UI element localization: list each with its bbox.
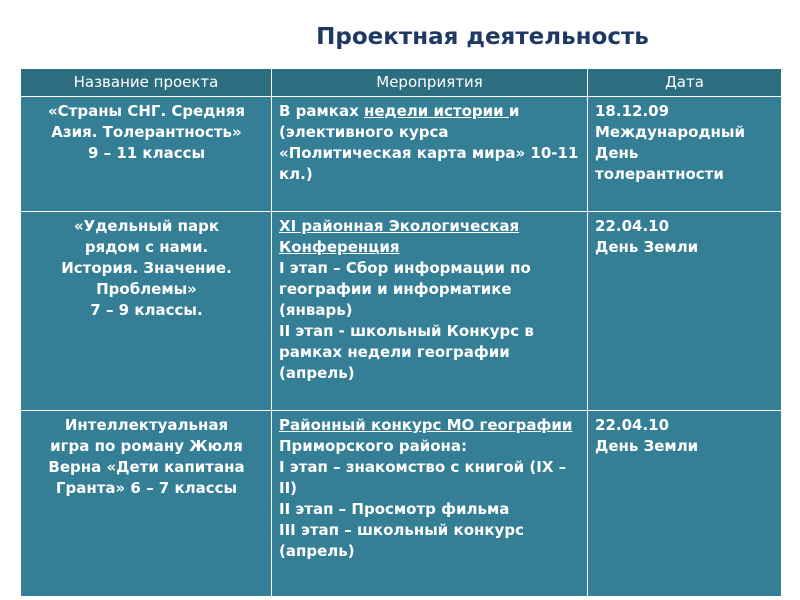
date-line: 18.12.09: [595, 102, 670, 120]
project-name-line: 7 – 9 классы.: [90, 301, 203, 319]
date-line: 22.04.10: [595, 416, 670, 434]
project-name-line: Проблемы»: [96, 280, 197, 298]
project-name-line: 9 – 11 классы: [87, 144, 206, 162]
header-events: Мероприятия: [272, 69, 588, 97]
project-name-line: игра по роману Жюля: [50, 437, 243, 455]
table-row: [21, 212, 782, 411]
event-stage: III этап – школьный конкурс (апрель): [279, 521, 524, 560]
events-text: Приморского района:: [279, 437, 468, 455]
project-name-line: «Удельный парк: [73, 217, 220, 235]
event-stage: II этап - школьный Конкурс в рамках недели географии (апрель): [279, 322, 534, 382]
date-line: День Земли: [595, 238, 699, 256]
page-title: Проектная деятельность: [316, 24, 649, 50]
date-line: Международный: [595, 123, 745, 141]
project-name-line: Азия. Толерантность»: [51, 123, 242, 141]
project-name-line: История. Значение.: [61, 259, 232, 277]
events-cell: [272, 411, 588, 597]
project-name-line: «Страны СНГ. Средняя: [47, 102, 246, 120]
event-stage: I этап – Сбор информации по географии и информатике (январь): [279, 259, 531, 319]
projects-table: [20, 68, 782, 597]
project-name-line: Верна «Дети капитана: [48, 458, 245, 476]
events-text: и (элективного курса «Политическая карта мира» 10-11 кл.): [279, 102, 579, 183]
date-line: толерантности: [595, 165, 724, 183]
table-row: [21, 97, 782, 212]
project-name-line: рядом с нами.: [84, 238, 209, 256]
project-name-line: Интеллектуальная: [64, 416, 229, 434]
project-name-line: Гранта» 6 – 7 классы: [55, 479, 238, 497]
date-cell: [588, 97, 782, 212]
project-name-cell: [21, 212, 272, 411]
header-project-name: Название проекта: [21, 69, 272, 97]
events-cell: [272, 97, 588, 212]
event-link[interactable]: XI районная Экологическая Конференция: [279, 217, 520, 256]
date-cell: [588, 411, 782, 597]
events-cell: [272, 212, 588, 411]
event-stage: II этап – Просмотр фильма: [279, 500, 510, 518]
table-header-row: [21, 69, 782, 97]
date-cell: [588, 212, 782, 411]
table-row: [21, 411, 782, 597]
event-stage: I этап – знакомство с книгой (IX – II): [279, 458, 567, 497]
events-text: В рамках: [279, 102, 364, 120]
event-link[interactable]: Районный конкурс МО географии: [279, 416, 573, 434]
header-date: Дата: [588, 69, 782, 97]
date-line: 22.04.10: [595, 217, 670, 235]
event-link[interactable]: недели истории: [363, 102, 509, 120]
date-line: День: [595, 144, 639, 162]
project-name-cell: [21, 411, 272, 597]
project-name-cell: [21, 97, 272, 212]
date-line: День Земли: [595, 437, 699, 455]
